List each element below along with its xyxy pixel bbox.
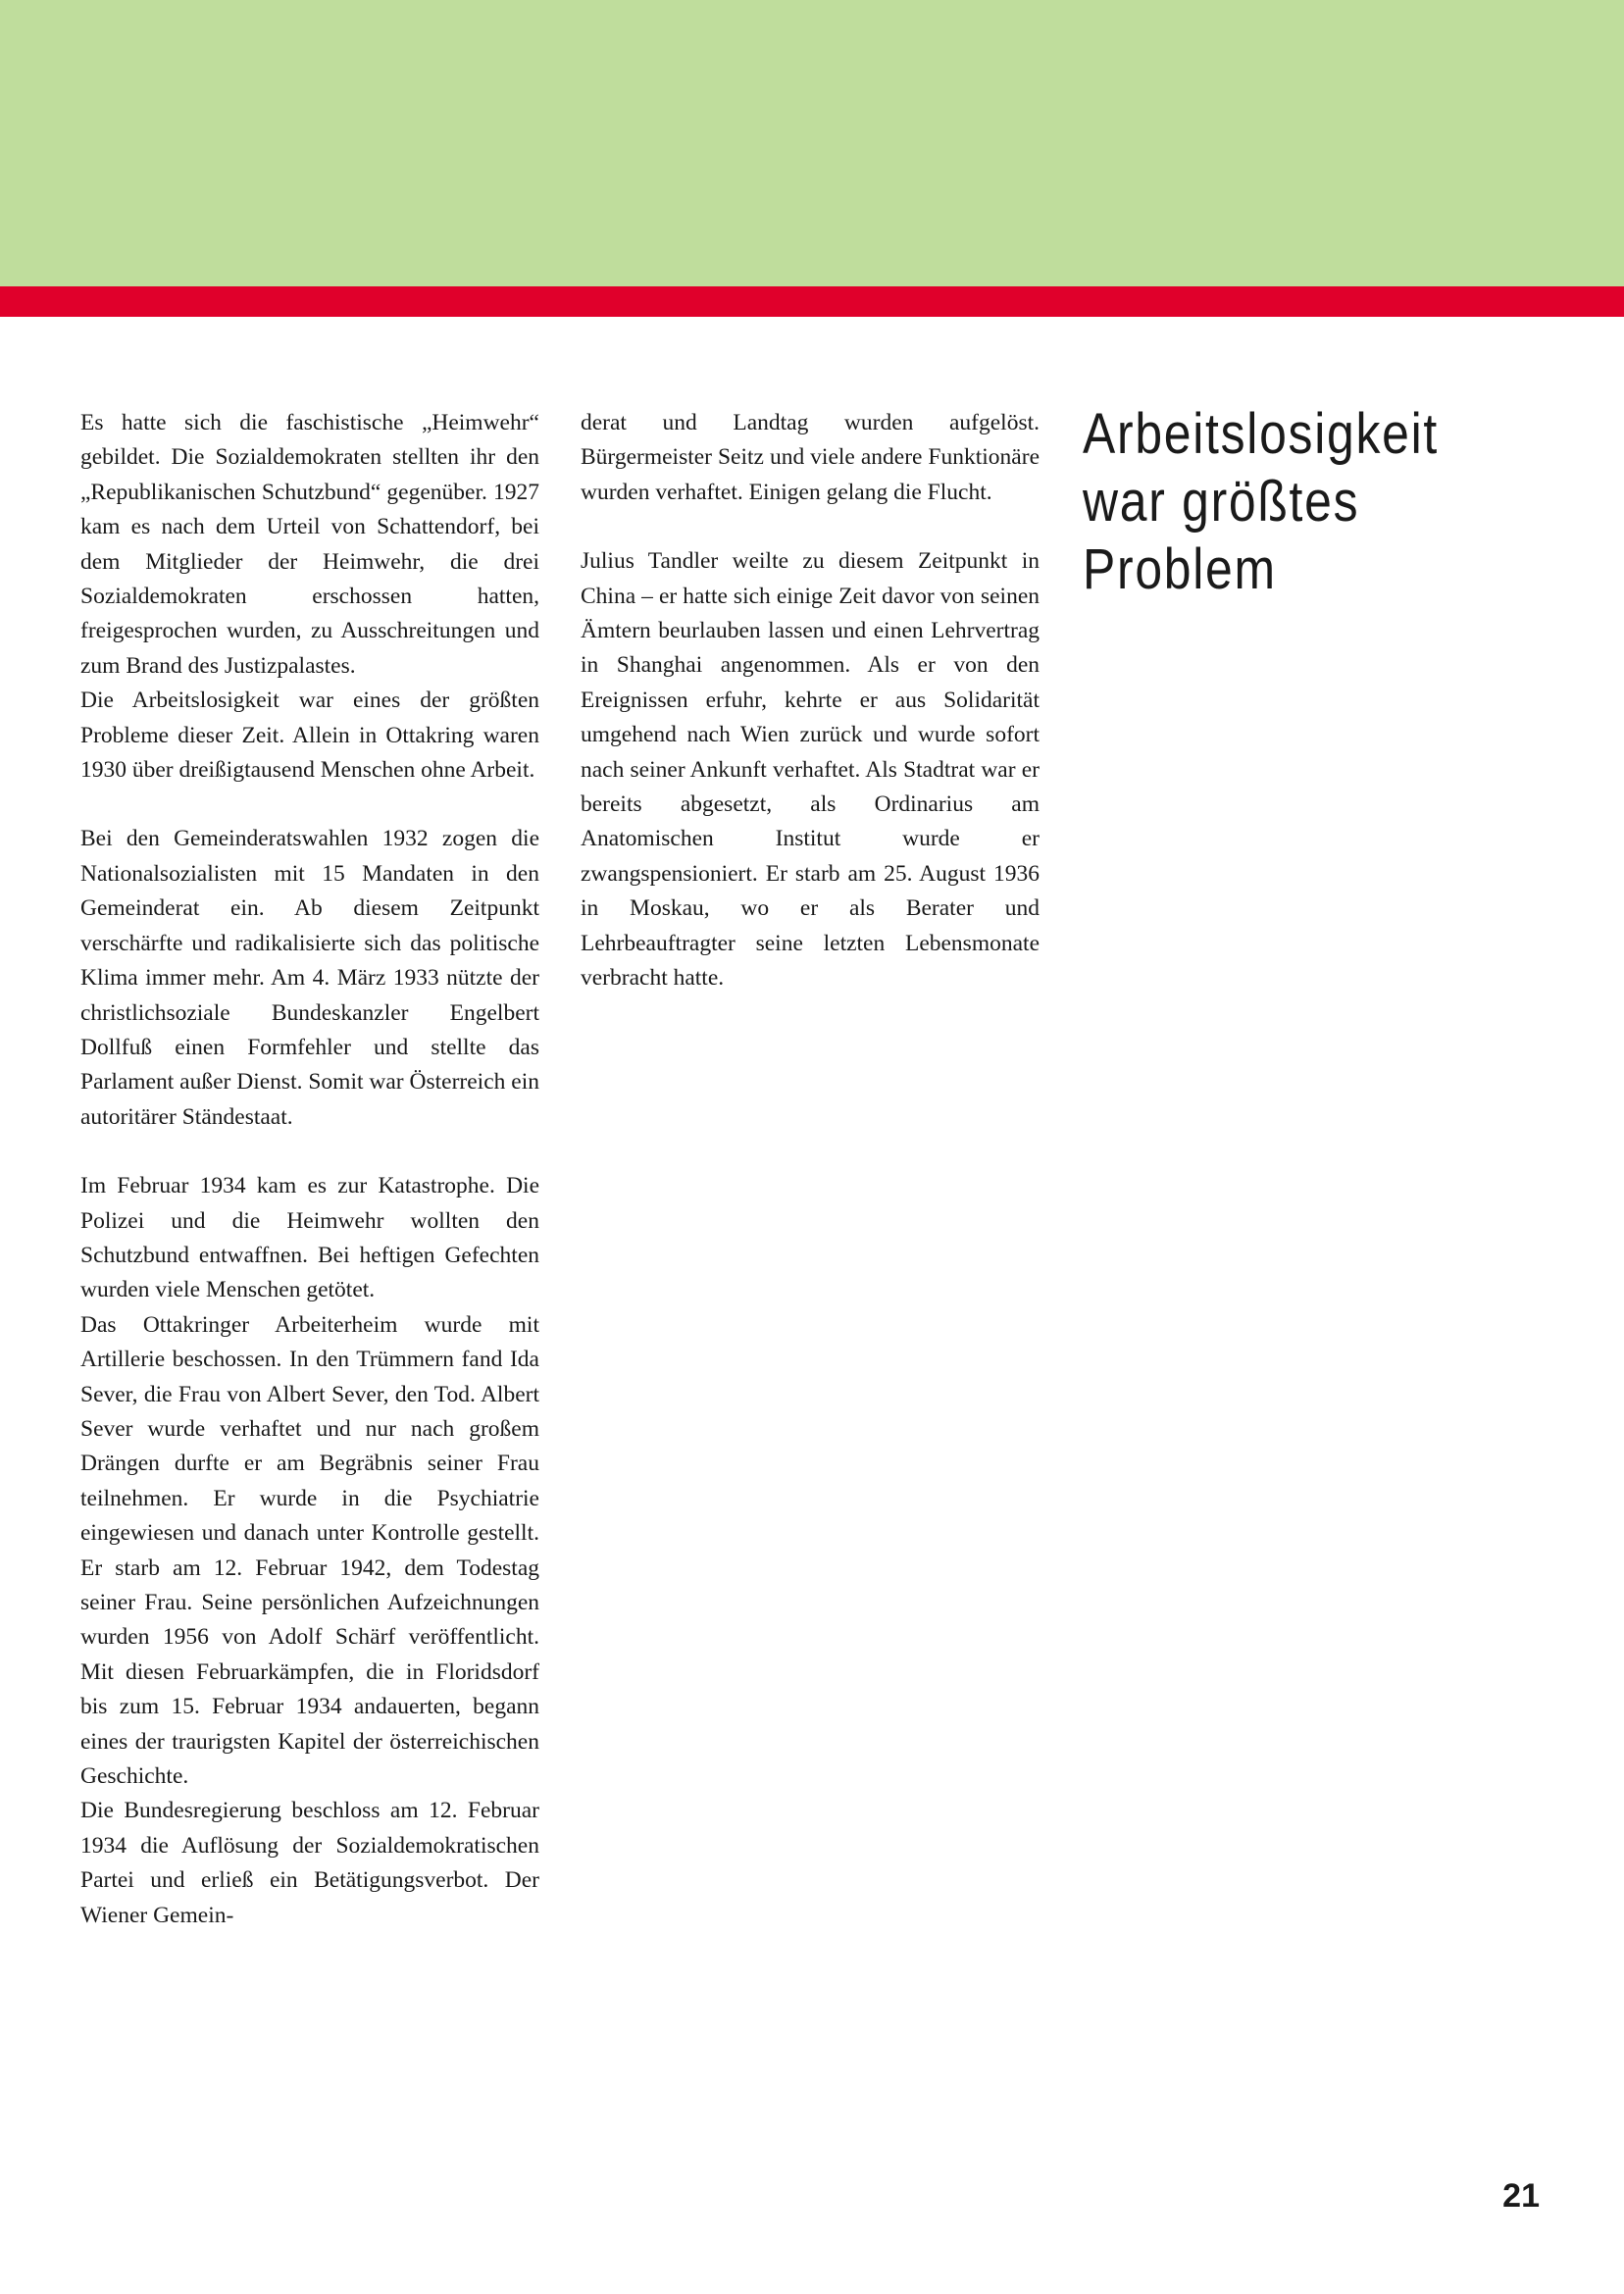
heading-line: Arbeitslosigkeit <box>1083 402 1439 466</box>
page-number: 21 <box>1502 2177 1540 2215</box>
paragraph: Die Arbeitslosigkeit war eines der größten Probleme dieser Zeit. Allein in Ottakring waren 1930 über dreißigtausend Menschen ohne Arbeit. <box>80 688 539 784</box>
paragraph: Das Ottakringer Arbeiterheim wurde mit Artillerie beschossen. In den Trümmern fand Ida Sever, die Frau von Albert Sever, den Tod. Albert Sever wurde verhaftet und nur nach großem Drängen durfte er am Begräbnis seiner Frau teilnehmen. Er wurde in die Psychiatrie eingewiesen und danach unter Kontrolle gestellt. Er starb am 12. Februar 1942, dem Todestag seiner Frau. Seine persönlichen Aufzeichnungen wurden 1956 von Adolf Schärf veröffentlicht. Mit diesen Februarkämpfen, die in Floridsdorf bis zum 15. Februar 1934 andauerten, begann eines der traurigsten Kapitel der österreichischen Geschichte. <box>80 1311 539 1790</box>
header-green-band <box>0 0 1624 286</box>
text-column-left <box>80 406 539 1933</box>
heading-line: war größtes <box>1083 470 1360 534</box>
paragraph: derat und Landtag wurden aufgelöst. Bürgermeister Seitz und viele andere Funktionäre wurden verhaftet. Einigen gelang die Flucht. <box>581 410 1040 505</box>
text-column-middle <box>581 406 1040 996</box>
paragraph: Es hatte sich die faschistische „Heimwehr“ gebildet. Die Sozialdemokraten stellten ihr den „Republikanischen Schutzbund“ gegenüber. 1927 kam es nach dem Urteil von Schattendorf, bei dem Mitglieder der Heimwehr, die drei Sozialdemokraten erschossen hatten, freigesprochen wurden, zu Ausschreitungen und zum Brand des Justizpalastes. <box>80 410 539 679</box>
paragraph: Im Februar 1934 kam es zur Katastrophe. Die Polizei und die Heimwehr wollten den Schutzbund entwaffnen. Bei heftigen Gefechten wurden viele Menschen getötet. <box>80 1173 539 1303</box>
paragraph: Die Bundesregierung beschloss am 12. Februar 1934 die Auflösung der Sozialdemokratischen Partei und erließ ein Betätigungsverbot. Der Wiener Gemein- <box>80 1798 539 1928</box>
heading-line: Problem <box>1083 537 1277 601</box>
section-heading <box>1083 400 1471 603</box>
paragraph: Bei den Gemeinderatswahlen 1932 zogen die Nationalsozialisten mit 15 Mandaten in den Gemeinderat ein. Ab diesem Zeitpunkt verschärfte und radikalisierte sich das politische Klima immer mehr. Am 4. März 1933 nützte der christlichsoziale Bundeskanzler Engelbert Dollfuß einen Formfehler und stellte das Parlament außer Dienst. Somit war Österreich ein autoritärer Ständestaat. <box>80 826 539 1130</box>
paragraph: Julius Tandler weilte zu diesem Zeitpunkt in China – er hatte sich einige Zeit davor von seinen Ämtern beurlauben lassen und einen Lehrvertrag in Shanghai angenommen. Als er von den Ereignissen erfuhr, kehrte er aus Solidarität umgehend nach Wien zurück und wurde sofort nach seiner Ankunft verhaftet. Als Stadtrat war er bereits abgesetzt, als Ordinarius am Anatomischen Institut wurde er zwangspensioniert. Er starb am 25. August 1936 in Moskau, wo er als Berater und Lehrbeauftragter seine letzten Lebensmonate verbracht hatte. <box>581 548 1040 992</box>
header-red-stripe <box>0 286 1624 317</box>
